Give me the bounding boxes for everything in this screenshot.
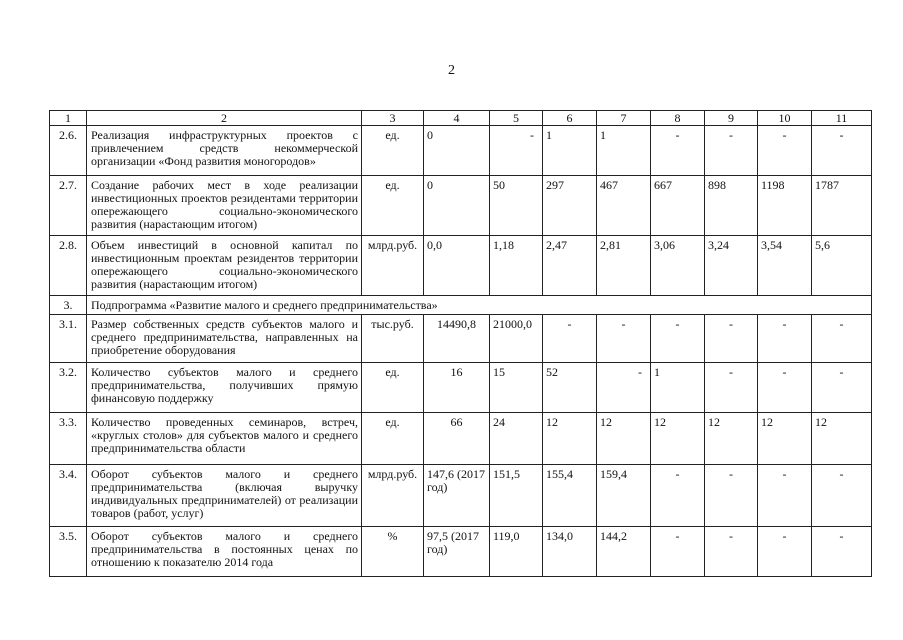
value-cell: 12 xyxy=(705,413,758,465)
value-cell: 0 xyxy=(424,126,490,176)
subprogram-row xyxy=(50,296,872,315)
unit-cell: ед. xyxy=(362,363,424,413)
value-cell: 0,0 xyxy=(424,236,490,296)
indicator-name: Количество субъектов малого и среднего предпринимательства, получивших прямую финансовую поддержку xyxy=(87,363,362,413)
header-cell: 3 xyxy=(362,111,424,126)
row-number: 2.8. xyxy=(50,236,87,296)
unit-cell: % xyxy=(362,527,424,577)
header-cell: 8 xyxy=(651,111,705,126)
value-cell: 147,6 (2017 год) xyxy=(424,465,490,527)
value-cell: 297 xyxy=(543,176,597,236)
row-number: 3.3. xyxy=(50,413,87,465)
header-cell: 2 xyxy=(87,111,362,126)
table-row xyxy=(50,465,872,527)
header-cell: 7 xyxy=(597,111,651,126)
value-cell: 467 xyxy=(597,176,651,236)
header-cell: 6 xyxy=(543,111,597,126)
indicator-name: Создание рабочих мест в ходе реализации инвестиционных проектов резидентами территории опережающего социально-экономического развития (нарастающим итогом) xyxy=(87,176,362,236)
value-cell: - xyxy=(758,126,812,176)
header-cell: 11 xyxy=(812,111,872,126)
value-cell: - xyxy=(490,126,543,176)
row-number: 3.2. xyxy=(50,363,87,413)
value-cell: - xyxy=(758,465,812,527)
value-cell: 5,6 xyxy=(812,236,872,296)
page-number: 2 xyxy=(448,63,455,78)
value-cell: 1787 xyxy=(812,176,872,236)
value-cell: - xyxy=(812,465,872,527)
value-cell: - xyxy=(705,315,758,363)
value-cell: - xyxy=(758,527,812,577)
row-number: 3.1. xyxy=(50,315,87,363)
unit-cell: ед. xyxy=(362,176,424,236)
unit-cell: тыс.руб. xyxy=(362,315,424,363)
value-cell: 21000,0 xyxy=(490,315,543,363)
indicator-name: Оборот субъектов малого и среднего предпринимательства (включая выручку индивидуальных предпринимателей) от реализации товаров (работ, услуг) xyxy=(87,465,362,527)
value-cell: - xyxy=(812,527,872,577)
value-cell: 2,81 xyxy=(597,236,651,296)
value-cell: - xyxy=(543,315,597,363)
header-cell: 10 xyxy=(758,111,812,126)
value-cell: 16 xyxy=(424,363,490,413)
value-cell: - xyxy=(758,363,812,413)
table-row xyxy=(50,315,872,363)
header-cell: 1 xyxy=(50,111,87,126)
value-cell: 3,54 xyxy=(758,236,812,296)
value-cell: 0 xyxy=(424,176,490,236)
value-cell: 155,4 xyxy=(543,465,597,527)
indicator-name: Объем инвестиций в основной капитал по инвестиционным проектам резидентов территории опережающего социально-экономического развития (нарастающим итогом) xyxy=(87,236,362,296)
value-cell: 1 xyxy=(543,126,597,176)
value-cell: - xyxy=(705,363,758,413)
row-number: 3.4. xyxy=(50,465,87,527)
indicator-name: Размер собственных средств субъектов малого и среднего предпринимательства, направленных на приобретение оборудования xyxy=(87,315,362,363)
value-cell: 1 xyxy=(651,363,705,413)
value-cell: 66 xyxy=(424,413,490,465)
value-cell: 1 xyxy=(597,126,651,176)
value-cell: 898 xyxy=(705,176,758,236)
value-cell: 3,24 xyxy=(705,236,758,296)
value-cell: - xyxy=(651,527,705,577)
row-number: 2.7. xyxy=(50,176,87,236)
value-cell: 12 xyxy=(758,413,812,465)
table-row xyxy=(50,126,872,176)
unit-cell: ед. xyxy=(362,413,424,465)
unit-cell: млрд.руб. xyxy=(362,465,424,527)
value-cell: - xyxy=(812,363,872,413)
value-cell: - xyxy=(705,527,758,577)
unit-cell: млрд.руб. xyxy=(362,236,424,296)
value-cell: - xyxy=(597,363,651,413)
value-cell: 12 xyxy=(651,413,705,465)
value-cell: - xyxy=(651,315,705,363)
row-number: 3.5. xyxy=(50,527,87,577)
table-row xyxy=(50,413,872,465)
value-cell: - xyxy=(651,465,705,527)
value-cell: 1,18 xyxy=(490,236,543,296)
header-cell: 5 xyxy=(490,111,543,126)
value-cell: 24 xyxy=(490,413,543,465)
value-cell: 12 xyxy=(812,413,872,465)
unit-cell: ед. xyxy=(362,126,424,176)
value-cell: 119,0 xyxy=(490,527,543,577)
indicator-name: Оборот субъектов малого и среднего предпринимательства в постоянных ценах по отношению к показателю 2014 года xyxy=(87,527,362,577)
row-number: 2.6. xyxy=(50,126,87,176)
value-cell: 14490,8 xyxy=(424,315,490,363)
value-cell: 1198 xyxy=(758,176,812,236)
table-row xyxy=(50,527,872,577)
value-cell: 12 xyxy=(543,413,597,465)
subprogram-title: Подпрограмма «Развитие малого и среднего предпринимательства» xyxy=(87,296,872,315)
table-row xyxy=(50,236,872,296)
indicators-table xyxy=(49,110,872,577)
value-cell: - xyxy=(812,315,872,363)
value-cell: 15 xyxy=(490,363,543,413)
value-cell: 3,06 xyxy=(651,236,705,296)
value-cell: 667 xyxy=(651,176,705,236)
value-cell: - xyxy=(705,126,758,176)
value-cell: 50 xyxy=(490,176,543,236)
table-row xyxy=(50,363,872,413)
header-cell: 4 xyxy=(424,111,490,126)
value-cell: - xyxy=(812,126,872,176)
row-number: 3. xyxy=(50,296,87,315)
value-cell: 97,5 (2017 год) xyxy=(424,527,490,577)
indicator-name: Реализация инфраструктурных проектов с привлечением средств некоммерческой организации «Фонд развития моногородов» xyxy=(87,126,362,176)
value-cell: - xyxy=(651,126,705,176)
value-cell: - xyxy=(597,315,651,363)
value-cell: - xyxy=(758,315,812,363)
value-cell: 2,47 xyxy=(543,236,597,296)
value-cell: - xyxy=(705,465,758,527)
value-cell: 159,4 xyxy=(597,465,651,527)
indicator-name: Количество проведенных семинаров, встреч, «круглых столов» для субъектов малого и среднего предпринимательства области xyxy=(87,413,362,465)
value-cell: 144,2 xyxy=(597,527,651,577)
value-cell: 12 xyxy=(597,413,651,465)
table-row xyxy=(50,176,872,236)
value-cell: 52 xyxy=(543,363,597,413)
value-cell: 134,0 xyxy=(543,527,597,577)
value-cell: 151,5 xyxy=(490,465,543,527)
header-cell: 9 xyxy=(705,111,758,126)
header-row xyxy=(50,111,872,126)
